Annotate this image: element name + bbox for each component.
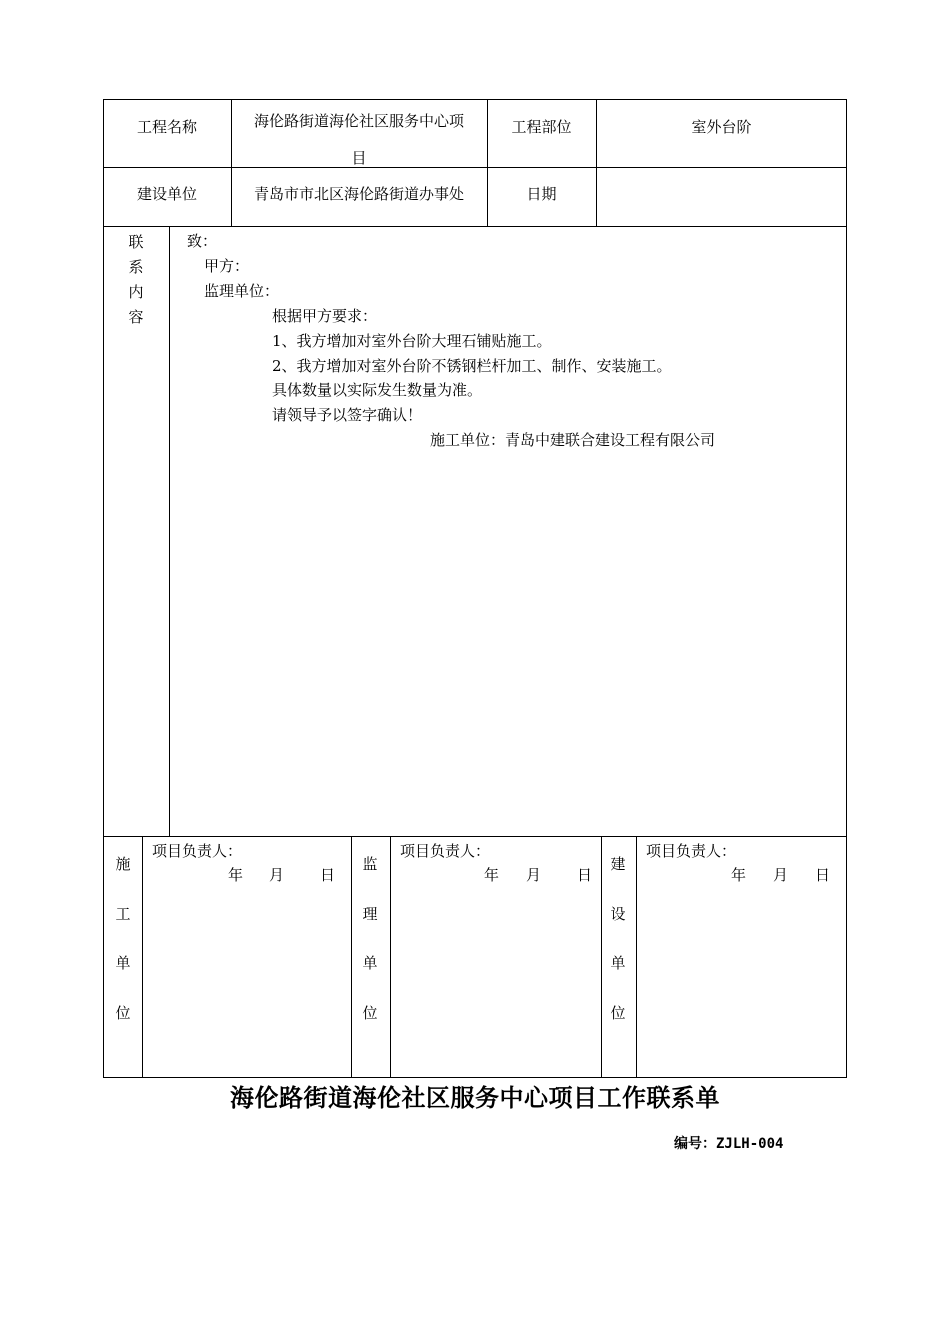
contact-side-label-char: 容 [128, 308, 144, 326]
construction-unit-side-char: 施 [115, 855, 131, 873]
contact-side-label-char: 系 [128, 258, 144, 276]
contact-request: 请领导予以签字确认！ [272, 406, 423, 424]
col-divider [636, 836, 637, 1078]
construction-date-day: 日 [320, 866, 336, 884]
contact-supervisor: 监理单位： [204, 282, 280, 300]
row-divider [103, 226, 847, 227]
document-title: 海伦路街道海伦社区服务中心项目工作联系单 [230, 1084, 720, 1112]
col-divider [142, 836, 143, 1078]
owner-date-day: 日 [815, 866, 831, 884]
project-part-value: 室外台阶 [691, 118, 752, 136]
supervision-responsible-label: 项目负责人： [400, 842, 491, 860]
builder-label: 建设单位 [136, 185, 197, 203]
supervision-unit-side-char: 理 [362, 905, 378, 923]
owner-date-month: 月 [773, 866, 789, 884]
contact-item-2: 2、我方增加对室外台阶不锈钢栏杆加工、制作、安装施工。 [272, 357, 672, 375]
project-part-label: 工程部位 [511, 118, 572, 136]
supervision-date-month: 月 [526, 866, 542, 884]
construction-unit-side-char: 位 [115, 1004, 131, 1022]
construction-date-year: 年 [228, 866, 244, 884]
contact-item-1: 1、我方增加对室外台阶大理石铺贴施工。 [272, 332, 552, 350]
col-divider [169, 226, 170, 836]
construction-date-month: 月 [269, 866, 285, 884]
project-name-label: 工程名称 [136, 118, 197, 136]
contact-to: 致： [187, 232, 218, 250]
supervision-unit-side-char: 位 [362, 1004, 378, 1022]
col-divider [601, 836, 602, 1078]
contact-signer: 施工单位：青岛中建联合建设工程有限公司 [430, 431, 716, 449]
contact-intro: 根据甲方要求： [272, 307, 378, 325]
construction-unit-side-char: 单 [115, 954, 131, 972]
construction-unit-side-char: 工 [115, 905, 131, 923]
owner-unit-side-char: 建 [610, 855, 626, 873]
supervision-unit-side-char: 单 [362, 954, 378, 972]
document-serial-number: 编号：ZJLH-004 [674, 1136, 784, 1152]
col-divider [390, 836, 391, 1078]
construction-responsible-label: 项目负责人： [152, 842, 243, 860]
supervision-unit-side-char: 监 [362, 855, 378, 873]
owner-unit-side-char: 位 [610, 1004, 626, 1022]
builder-value: 青岛市市北区海伦路街道办事处 [253, 185, 464, 203]
project-name-value-line2: 目 [351, 149, 367, 167]
owner-date-year: 年 [731, 866, 747, 884]
contact-side-label-char: 联 [128, 233, 144, 251]
col-divider [351, 836, 352, 1078]
supervision-date-year: 年 [484, 866, 500, 884]
owner-unit-side-char: 单 [610, 954, 626, 972]
owner-unit-side-char: 设 [610, 905, 626, 923]
contact-side-label-char: 内 [128, 283, 144, 301]
supervision-date-day: 日 [577, 866, 593, 884]
row-divider [103, 836, 847, 837]
contact-quantity-note: 具体数量以实际发生数量为准。 [272, 381, 483, 399]
contact-party-a: 甲方： [204, 257, 250, 275]
date-label: 日期 [526, 185, 557, 203]
owner-responsible-label: 项目负责人： [646, 842, 737, 860]
project-name-value-line1: 海伦路街道海伦社区服务中心项 [253, 112, 464, 130]
